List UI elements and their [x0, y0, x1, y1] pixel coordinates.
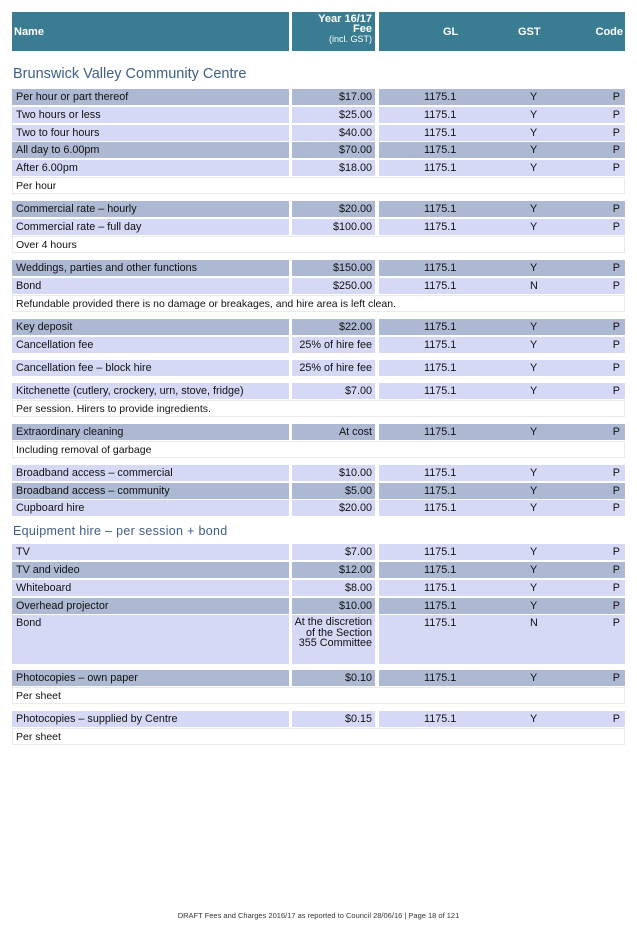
row-gst: N	[530, 280, 538, 292]
note-row: Per session. Hirers to provide ingredients.	[12, 400, 625, 417]
row-code: P	[612, 426, 620, 438]
row-codes	[379, 219, 625, 235]
row-fee: $5.00	[292, 483, 375, 499]
row-name: Cancellation fee	[12, 337, 289, 353]
row-code: P	[612, 385, 620, 397]
row-gst: Y	[530, 339, 538, 351]
row-gl: 1175.1	[424, 144, 457, 156]
row-codes	[379, 319, 625, 335]
row-codes	[379, 544, 625, 560]
row-gst: Y	[530, 362, 538, 374]
row-codes	[379, 670, 625, 686]
row-code: P	[612, 321, 620, 333]
row-code: P	[612, 109, 620, 121]
row-name: Commercial rate – hourly	[12, 201, 289, 217]
row-gl: 1175.1	[424, 221, 457, 233]
note-row: Refundable provided there is no damage or breakages, and hire area is left clean.	[12, 295, 625, 312]
section-title-equipment: Equipment hire – per session + bond	[13, 524, 228, 538]
row-code: P	[612, 600, 620, 612]
table-row	[12, 160, 625, 176]
row-fee: At the discretion of the Section 355 Committee	[292, 615, 375, 664]
row-gl: 1175.1	[424, 321, 457, 333]
row-fee: $8.00	[292, 580, 375, 596]
row-fee: $20.00	[292, 201, 375, 217]
row-codes	[379, 711, 625, 727]
row-name: Overhead projector	[12, 598, 289, 614]
row-name: TV	[12, 544, 289, 560]
row-fee: $17.00	[292, 89, 375, 105]
row-fee: $10.00	[292, 465, 375, 481]
table-row	[12, 337, 625, 353]
row-codes	[379, 580, 625, 596]
row-name: Extraordinary cleaning	[12, 424, 289, 440]
row-gl: 1175.1	[424, 617, 457, 629]
note-row: Per hour	[12, 177, 625, 194]
row-gst: N	[530, 617, 538, 629]
row-code: P	[612, 162, 620, 174]
row-name: Commercial rate – full day	[12, 219, 289, 235]
row-name: Kitchenette (cutlery, crockery, urn, stove, fridge)	[12, 383, 289, 399]
row-gl: 1175.1	[424, 564, 457, 576]
row-fee: $40.00	[292, 125, 375, 141]
row-name: Cupboard hire	[12, 500, 289, 516]
row-name: Bond	[12, 615, 289, 664]
row-gl: 1175.1	[424, 546, 457, 558]
table-row	[12, 319, 625, 335]
row-gst: Y	[530, 582, 538, 594]
row-name: Broadband access – community	[12, 483, 289, 499]
row-name: Photocopies – own paper	[12, 670, 289, 686]
row-gl: 1175.1	[424, 339, 457, 351]
row-gst: Y	[530, 502, 538, 514]
row-fee: $25.00	[292, 107, 375, 123]
row-code: P	[612, 502, 620, 514]
row-gl: 1175.1	[424, 109, 457, 121]
row-codes	[379, 598, 625, 614]
table-row	[12, 219, 625, 235]
row-name: Weddings, parties and other functions	[12, 260, 289, 276]
row-fee: $7.00	[292, 544, 375, 560]
row-gst: Y	[530, 485, 538, 497]
row-gst: Y	[530, 144, 538, 156]
row-code: P	[612, 564, 620, 576]
row-codes	[379, 483, 625, 499]
header-gst: GST	[518, 26, 541, 38]
row-gl: 1175.1	[424, 280, 457, 292]
row-fee: 25% of hire fee	[292, 360, 375, 376]
row-gst: Y	[530, 321, 538, 333]
row-gl: 1175.1	[424, 713, 457, 725]
row-fee: $18.00	[292, 160, 375, 176]
row-fee: $0.15	[292, 711, 375, 727]
table-row	[12, 711, 625, 727]
row-gst: Y	[530, 203, 538, 215]
table-row	[12, 424, 625, 440]
row-codes	[379, 107, 625, 123]
table-row	[12, 598, 625, 614]
row-name: Bond	[12, 278, 289, 294]
row-codes	[379, 89, 625, 105]
header-fee	[292, 12, 375, 51]
row-gl: 1175.1	[424, 600, 457, 612]
table-row	[12, 580, 625, 596]
row-codes	[379, 360, 625, 376]
row-gl: 1175.1	[424, 467, 457, 479]
row-codes	[379, 260, 625, 276]
row-gst: Y	[530, 262, 538, 274]
table-row	[12, 500, 625, 516]
row-gst: Y	[530, 91, 538, 103]
table-row	[12, 615, 625, 664]
row-gl: 1175.1	[424, 362, 457, 374]
row-codes	[379, 562, 625, 578]
note-row: Per sheet	[12, 687, 625, 704]
row-code: P	[612, 91, 620, 103]
note-row: Including removal of garbage	[12, 441, 625, 458]
row-gst: Y	[530, 672, 538, 684]
table-row	[12, 107, 625, 123]
header-fee-note: (incl. GST)	[328, 34, 372, 44]
header-code: Code	[595, 26, 623, 38]
header-codes	[379, 12, 625, 51]
row-gst: Y	[530, 221, 538, 233]
row-code: P	[612, 203, 620, 215]
section-title-centre: Brunswick Valley Community Centre	[13, 66, 247, 82]
table-row	[12, 544, 625, 560]
row-codes	[379, 201, 625, 217]
row-gl: 1175.1	[424, 385, 457, 397]
row-codes	[379, 142, 625, 158]
table-row	[12, 465, 625, 481]
row-fee: $20.00	[292, 500, 375, 516]
row-name: Two to four hours	[12, 125, 289, 141]
row-fee: $12.00	[292, 562, 375, 578]
row-code: P	[612, 467, 620, 479]
row-fee: $100.00	[292, 219, 375, 235]
row-name: Photocopies – supplied by Centre	[12, 711, 289, 727]
row-gl: 1175.1	[424, 203, 457, 215]
row-gst: Y	[530, 109, 538, 121]
row-code: P	[612, 362, 620, 374]
row-code: P	[612, 582, 620, 594]
row-code: P	[612, 144, 620, 156]
row-fee: $250.00	[292, 278, 375, 294]
row-code: P	[612, 672, 620, 684]
row-gst: Y	[530, 162, 538, 174]
row-code: P	[612, 713, 620, 725]
header-gl: GL	[443, 26, 459, 38]
row-gl: 1175.1	[424, 582, 457, 594]
table-row	[12, 260, 625, 276]
row-code: P	[612, 485, 620, 497]
row-code: P	[612, 339, 620, 351]
row-codes	[379, 160, 625, 176]
row-gst: Y	[530, 564, 538, 576]
row-gl: 1175.1	[424, 262, 457, 274]
row-gl: 1175.1	[424, 91, 457, 103]
row-name: After 6.00pm	[12, 160, 289, 176]
row-gst: Y	[530, 546, 538, 558]
row-code: P	[612, 280, 620, 292]
row-code: P	[612, 546, 620, 558]
table-row	[12, 278, 625, 294]
row-gl: 1175.1	[424, 162, 457, 174]
table-row	[12, 383, 625, 399]
row-gl: 1175.1	[424, 672, 457, 684]
row-codes	[379, 337, 625, 353]
row-codes	[379, 465, 625, 481]
row-codes	[379, 125, 625, 141]
table-header	[12, 12, 625, 51]
row-name: Key deposit	[12, 319, 289, 335]
row-fee: At cost	[292, 424, 375, 440]
row-fee: $22.00	[292, 319, 375, 335]
table-row	[12, 201, 625, 217]
row-codes	[379, 278, 625, 294]
row-name: Cancellation fee – block hire	[12, 360, 289, 376]
row-gst: Y	[530, 426, 538, 438]
row-name: Whiteboard	[12, 580, 289, 596]
row-gl: 1175.1	[424, 426, 457, 438]
row-gl: 1175.1	[424, 485, 457, 497]
row-gst: Y	[530, 600, 538, 612]
table-row	[12, 483, 625, 499]
row-codes	[379, 615, 625, 664]
table-row	[12, 89, 625, 105]
row-name: Two hours or less	[12, 107, 289, 123]
row-code: P	[612, 617, 620, 629]
row-fee: 25% of hire fee	[292, 337, 375, 353]
row-codes	[379, 500, 625, 516]
table-row	[12, 562, 625, 578]
table-row	[12, 142, 625, 158]
row-gst: Y	[530, 467, 538, 479]
fee-schedule-page	[12, 12, 625, 743]
table-row	[12, 125, 625, 141]
header-fee-label: Fee	[353, 23, 372, 35]
row-name: All day to 6.00pm	[12, 142, 289, 158]
row-gst: Y	[530, 713, 538, 725]
row-fee: $7.00	[292, 383, 375, 399]
row-fee: $70.00	[292, 142, 375, 158]
row-fee: $10.00	[292, 598, 375, 614]
row-name: Per hour or part thereof	[12, 89, 289, 105]
row-name: TV and video	[12, 562, 289, 578]
table-row	[12, 670, 625, 686]
row-fee: $150.00	[292, 260, 375, 276]
header-fee-year: Year 16/17	[318, 13, 372, 25]
note-row: Over 4 hours	[12, 236, 625, 253]
row-gl: 1175.1	[424, 502, 457, 514]
row-gl: 1175.1	[424, 127, 457, 139]
row-gst: Y	[530, 127, 538, 139]
row-fee: $0.10	[292, 670, 375, 686]
page-footer: DRAFT Fees and Charges 2016/17 as reported to Council 28/06/16 | Page 18 of 121	[177, 911, 460, 920]
row-codes	[379, 383, 625, 399]
row-name: Broadband access – commercial	[12, 465, 289, 481]
note-row: Per sheet	[12, 728, 625, 745]
header-name: Name	[12, 12, 289, 51]
row-codes	[379, 424, 625, 440]
row-code: P	[612, 127, 620, 139]
row-code: P	[612, 262, 620, 274]
table-row	[12, 360, 625, 376]
row-gst: Y	[530, 385, 538, 397]
row-code: P	[612, 221, 620, 233]
